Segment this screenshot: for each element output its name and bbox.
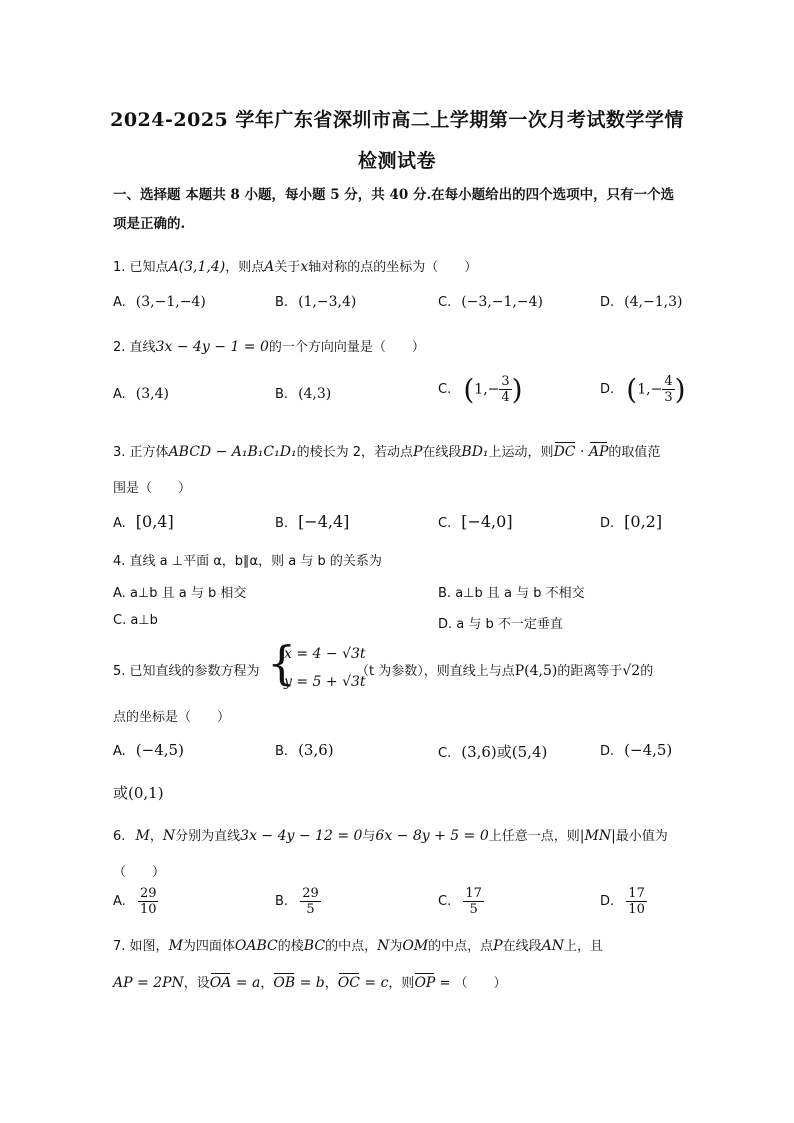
math-expression: AP = 2PN: [113, 975, 184, 991]
math-expression: P(4,5): [514, 663, 558, 679]
question-text: 为: [389, 939, 403, 954]
fraction: $\frac{4}{3}$: [664, 374, 673, 405]
question-1-stem: [113, 256, 477, 275]
question-2-option-c: C. (1,− $\frac{3}{4}$ ): [438, 373, 523, 406]
question-text: 最小值为: [615, 829, 668, 844]
question-text: 关于: [274, 260, 301, 275]
question-3-option-b: B. [−4,4]: [275, 512, 350, 531]
question-text: 上，且: [563, 939, 603, 954]
vector: OB: [273, 975, 296, 991]
question-text: 的中点，: [325, 939, 378, 954]
question-text: 的棱: [277, 939, 304, 954]
question-3-option-a: A. [0,4]: [113, 512, 174, 531]
section-heading-line-2: 项是正确的.: [113, 216, 186, 232]
question-text: 上运动，则: [488, 445, 554, 460]
math-expression: N: [377, 938, 390, 954]
math-expression: AN: [541, 938, 564, 954]
math-expression: OABC: [234, 938, 278, 954]
question-text: 为四面体: [182, 939, 235, 954]
question-6-option-c: C. $\frac{17}{5}$: [438, 886, 482, 917]
math-expression: BD₁: [461, 444, 489, 460]
question-text: 的一个方向向量是（ ）: [268, 340, 425, 355]
question-6-stem: [113, 825, 668, 844]
question-4-option-d: D. a 与 b 不一定垂直: [438, 617, 563, 632]
parametric-equation-y: y = 5 + √3t: [284, 674, 366, 690]
question-5-option-c: C. (3,6)或(5,4): [438, 743, 548, 761]
question-text: 在线段: [502, 939, 542, 954]
question-text: 在线段: [422, 445, 462, 460]
question-text: 正方体: [129, 445, 169, 460]
question-text: 的中点，点: [428, 939, 494, 954]
math-expression: N: [162, 828, 176, 844]
question-text: 与: [362, 829, 376, 844]
question-number: 3.: [113, 445, 126, 460]
question-text: 已知点: [129, 260, 169, 275]
question-2-stem: [113, 336, 425, 355]
fraction: $\frac{3}{4}$: [501, 374, 510, 405]
math-expression: A: [264, 259, 275, 275]
math-expression: 3x − 4y − 12 = 0: [240, 828, 363, 844]
math-expression: BC: [303, 938, 326, 954]
question-text: 的距离等于: [557, 664, 623, 679]
question-5-stem-start: [113, 660, 260, 679]
math-expression: |MN|: [579, 828, 616, 844]
question-5-option-b: B. (3,6): [275, 741, 334, 759]
question-1-option-a: A. (3,−1,−4): [113, 294, 206, 310]
question-number: 7.: [113, 939, 126, 954]
question-3-option-c: C. [−4,0]: [438, 512, 513, 531]
fraction: $\frac{29}{10}$: [139, 886, 157, 917]
fraction: $\frac{17}{5}$: [465, 886, 482, 917]
question-number: 1.: [113, 260, 126, 275]
fraction: $\frac{29}{5}$: [302, 886, 319, 917]
math-expression: x: [300, 259, 309, 275]
math-expression: M: [168, 938, 183, 954]
question-text: （t 为参数），则直线上与点: [356, 664, 515, 679]
question-4-option-c: C. a⊥b: [113, 613, 158, 628]
question-6-stem-line-2: （ ）: [113, 865, 166, 880]
question-1-option-d: D. (4,−1,3): [600, 294, 683, 310]
question-2-option-d: D. (1,− $\frac{4}{3}$ ): [600, 373, 686, 406]
document-title-line-2: 检测试卷: [357, 150, 436, 172]
question-5-option-d-continued: 或(0,1): [113, 784, 164, 802]
math-expression: P: [412, 444, 423, 460]
question-text: 轴对称的点的坐标为（ ）: [308, 260, 478, 275]
question-1-option-b: B. (1,−3,4): [275, 294, 357, 310]
question-text: 分别为直线: [175, 829, 241, 844]
question-text: ，设: [183, 976, 210, 991]
math-expression: √2: [622, 663, 641, 679]
fraction: $\frac{17}{10}$: [628, 886, 645, 917]
equation-system-brace: {: [267, 636, 297, 690]
question-text: 的棱长为 2，若动点: [296, 445, 413, 460]
question-text: 直线 a ⊥平面 α，b∥α，则 a 与 b 的关系为: [129, 554, 382, 569]
question-3-option-d: D. [0,2]: [600, 512, 663, 531]
math-expression: M: [135, 828, 150, 844]
question-text: 直线: [129, 340, 156, 355]
question-text: ，: [149, 829, 163, 844]
question-5-stem-line-2: 点的坐标是（ ）: [113, 710, 231, 725]
question-2-option-a: A. (3,4): [113, 386, 169, 402]
parametric-equation-x: x = 4 − √3t: [284, 646, 366, 662]
question-4-option-a: A. a⊥b 且 a 与 b 相交: [113, 586, 247, 601]
math-expression: 6x − 8y + 5 = 0: [375, 828, 489, 844]
question-text: 的: [640, 664, 654, 679]
question-3-stem: 3. 正方体ABCD − A₁B₁C₁D₁的棱长为 2，若动点P在线段BD₁上运动，则DC · AP的取值范: [113, 444, 661, 460]
question-5-option-a: A. (−4,5): [113, 741, 184, 759]
question-number: 5.: [113, 664, 126, 679]
vector: DC: [553, 444, 576, 460]
question-7-stem-line-2: AP = 2PN，设OA = a，OB = b，OC = c，则OP = （ ）: [113, 975, 507, 991]
question-1-option-c: C. (−3,−1,−4): [438, 294, 543, 310]
math-expression: A(3,1,4): [168, 259, 226, 275]
question-2-option-b: B. (4,3): [275, 386, 332, 402]
math-expression: OM: [402, 938, 429, 954]
question-6-option-a: A. $\frac{29}{10}$: [113, 886, 157, 917]
question-7-stem: [113, 935, 603, 954]
question-text: 的取值范: [608, 445, 661, 460]
question-number: 6.: [113, 829, 126, 844]
question-4-option-b: B. a⊥b 且 a 与 b 不相交: [438, 586, 585, 601]
document-title-line-1: 2024-2025 学年广东省深圳市高二上学期第一次月考试数学学情: [110, 109, 684, 131]
question-text: 上任意一点，则: [488, 829, 580, 844]
math-expression: 3x − 4y − 1 = 0: [155, 339, 269, 355]
question-6-option-b: B. $\frac{29}{5}$: [275, 886, 319, 917]
question-6-option-d: D. $\frac{17}{10}$: [600, 886, 645, 917]
question-5-option-d: D. (−4,5): [600, 741, 673, 759]
question-4-stem: [113, 550, 382, 569]
vector: OA: [209, 975, 232, 991]
vector: OC: [337, 975, 360, 991]
question-text: ，则点: [225, 260, 265, 275]
question-number: 2.: [113, 340, 126, 355]
question-5-stem-end: [356, 660, 653, 679]
question-number: 4.: [113, 554, 126, 569]
math-expression: P: [493, 938, 503, 954]
question-text: 已知直线的参数方程为: [129, 664, 260, 679]
question-3-stem-line-2: 围是（ ）: [113, 481, 192, 496]
vector: AP: [588, 444, 609, 460]
section-heading-line-1: 一、选择题 本题共 8 小题，每小题 5 分，共 40 分.在每小题给出的四个选项中，只有一个选: [113, 187, 675, 203]
question-text: 如图，: [129, 939, 169, 954]
vector: OP: [414, 975, 436, 991]
math-expression: ABCD − A₁B₁C₁D₁: [168, 444, 297, 460]
